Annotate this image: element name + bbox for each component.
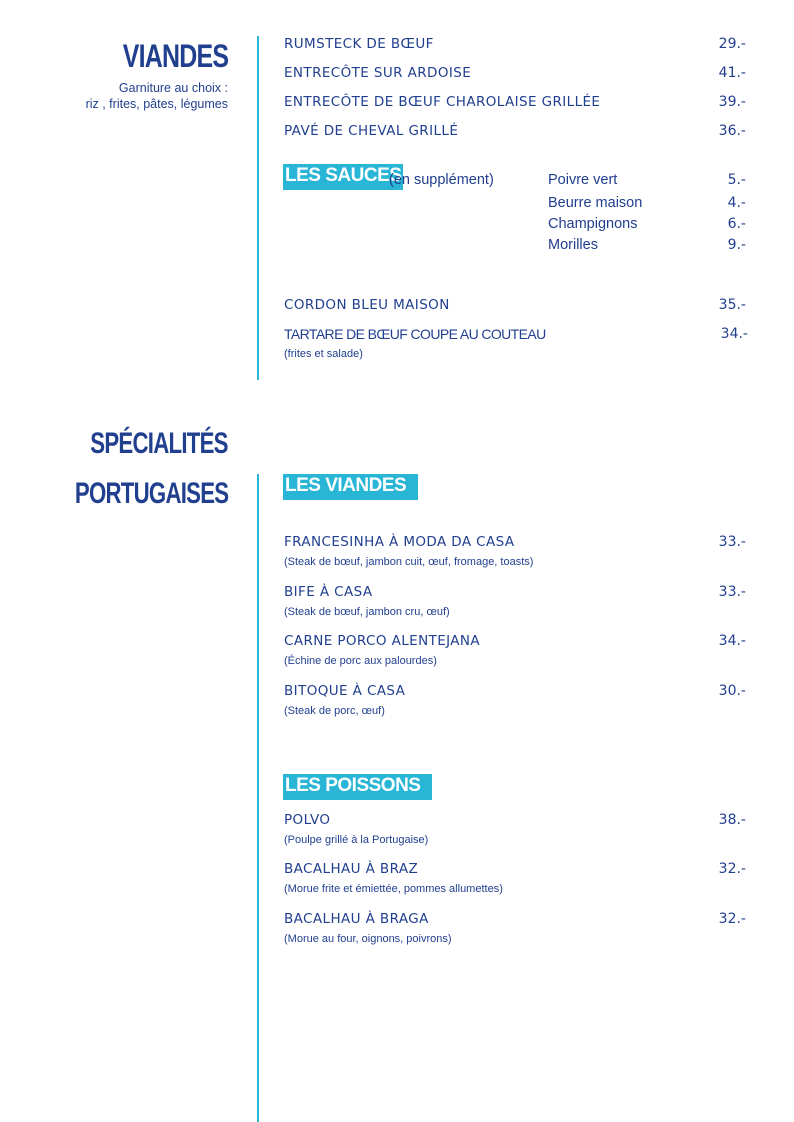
menu-item-price: 33.- <box>718 534 746 550</box>
menu-item-description: (Échine de porc aux palourdes) <box>284 655 437 667</box>
menu-item-price: 34.- <box>718 633 746 649</box>
sauces-note: (en supplément) <box>389 172 494 188</box>
menu-item-price: 39.- <box>718 94 746 110</box>
menu-item-name: RUMSTECK DE BŒUF <box>284 36 434 52</box>
menu-item-price: 36.- <box>718 123 746 139</box>
menu-item-name: PAVÉ DE CHEVAL GRILLÉ <box>284 123 459 139</box>
sauce-price: 6.- <box>727 216 746 232</box>
garniture-line-1: Garniture au choix : <box>118 81 228 95</box>
menu-item-description: (Morue au four, oignons, poivrons) <box>284 933 452 945</box>
menu-item-name: ENTRECÔTE SUR ARDOISE <box>284 65 472 81</box>
section-title-specialites: SPÉCIALITÉS <box>90 427 228 460</box>
section-title-portugaises: PORTUGAISES <box>74 477 228 510</box>
sauce-price: 4.- <box>727 195 746 211</box>
divider-line-bottom <box>257 474 259 1122</box>
menu-item-name: BACALHAU À BRAZ <box>284 861 419 877</box>
section-title-viandes: VIANDES <box>122 38 228 74</box>
sauce-price: 9.- <box>727 237 746 253</box>
badge-les-poissons: LES POISSONS <box>283 774 432 800</box>
menu-item-price: 30.- <box>718 683 746 699</box>
divider-line-top <box>257 36 259 380</box>
menu-item-name: BACALHAU À BRAGA <box>284 911 429 927</box>
menu-item-price: 33.- <box>718 584 746 600</box>
menu-item-price: 29.- <box>718 36 746 52</box>
badge-les-sauces: LES SAUCES <box>283 164 403 190</box>
menu-item-description: (frites et salade) <box>284 348 363 360</box>
menu-item-name: CORDON BLEU MAISON <box>284 297 450 313</box>
menu-item-description: (Poulpe grillé à la Portugaise) <box>284 834 429 846</box>
sauce-name: Poivre vert <box>548 172 618 188</box>
menu-item-description: (Steak de bœuf, jambon cuit, œuf, fromage, toasts) <box>284 556 534 568</box>
menu-item-name: POLVO <box>284 812 331 828</box>
menu-item-price: 34.- <box>720 326 748 342</box>
menu-item-description: (Steak de porc, œuf) <box>284 705 385 717</box>
menu-item-price: 32.- <box>718 861 746 877</box>
garniture-line-2: riz , frites, pâtes, légumes <box>85 97 228 111</box>
menu-item-description: (Morue frite et émiettée, pommes allumettes) <box>284 883 503 895</box>
sauce-price: 5.- <box>727 172 746 188</box>
badge-les-viandes: LES VIANDES <box>283 474 418 500</box>
menu-item-price: 41.- <box>718 65 746 81</box>
sauce-name: Morilles <box>548 237 598 253</box>
menu-item-name: TARTARE DE BŒUF COUPE AU COUTEAU <box>284 326 546 342</box>
sauce-name: Champignons <box>548 216 638 232</box>
menu-item-name: BIFE À CASA <box>284 584 373 600</box>
menu-item-name: FRANCESINHA À MODA DA CASA <box>284 534 515 550</box>
menu-item-price: 38.- <box>718 812 746 828</box>
menu-item-name: CARNE PORCO ALENTEJANA <box>284 633 481 649</box>
menu-item-name: ENTRECÔTE DE BŒUF CHAROLAISE GRILLÉE <box>284 94 601 110</box>
menu-item-price: 35.- <box>718 297 746 313</box>
menu-item-price: 32.- <box>718 911 746 927</box>
sauce-name: Beurre maison <box>548 195 643 211</box>
menu-item-name: BITOQUE À CASA <box>284 683 406 699</box>
menu-item-description: (Steak de bœuf, jambon cru, œuf) <box>284 606 450 618</box>
